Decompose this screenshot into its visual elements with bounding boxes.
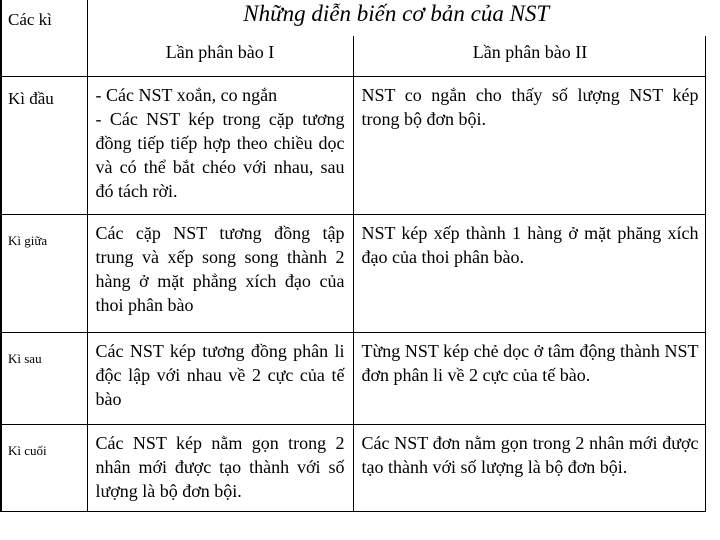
- table-row: [1, 76, 705, 214]
- table-title: Những diễn biến cơ bản của NST: [243, 1, 550, 26]
- meiosis2-cell: NST co ngắn cho thấy số lượng NST kép trong bộ đơn bội.: [353, 76, 705, 214]
- meiosis1-cell: - Các NST xoắn, co ngắn - Các NST kép trong cặp tương đồng tiếp tiếp hợp theo chiều dọc và có thể bắt chéo với nhau, sau đó tách rời.: [87, 76, 353, 214]
- meiosis1-cell: Các cặp NST tương đồng tập trung và xếp song song thành 2 hàng ở mặt phẳng xích đạo của thoi phân bào: [87, 214, 353, 332]
- meiosis1-cell: Các NST kép tương đồng phân li độc lập với nhau về 2 cực của tế bào: [87, 332, 353, 424]
- phase-column-header: Các kì: [1, 0, 87, 76]
- phase-label: Kì giữa: [1, 214, 87, 332]
- meiosis2-cell: Từng NST kép chẻ dọc ở tâm động thành NST đơn phân li về 2 cực của tế bào.: [353, 332, 705, 424]
- meiosis2-header: Lần phân bào II: [353, 36, 705, 76]
- table-row: [1, 424, 705, 512]
- phase-label: Kì sau: [1, 332, 87, 424]
- table-row: [1, 332, 705, 424]
- meiosis1-cell: Các NST kép nằm gọn trong 2 nhân mới được tạo thành với số lượng là bộ đơn bội.: [87, 424, 353, 512]
- meiosis1-header: Lần phân bào I: [87, 36, 353, 76]
- phase-label: Kì đầu: [1, 76, 87, 214]
- table-row: [1, 214, 705, 332]
- meiosis2-cell: Các NST đơn nằm gọn trong 2 nhân mới được tạo thành với số lượng là bộ đơn bội.: [353, 424, 705, 512]
- phase-label: Kì cuối: [1, 424, 87, 512]
- meiosis2-cell: NST kép xếp thành 1 hàng ở mặt phăng xích đạo của thoi phân bào.: [353, 214, 705, 332]
